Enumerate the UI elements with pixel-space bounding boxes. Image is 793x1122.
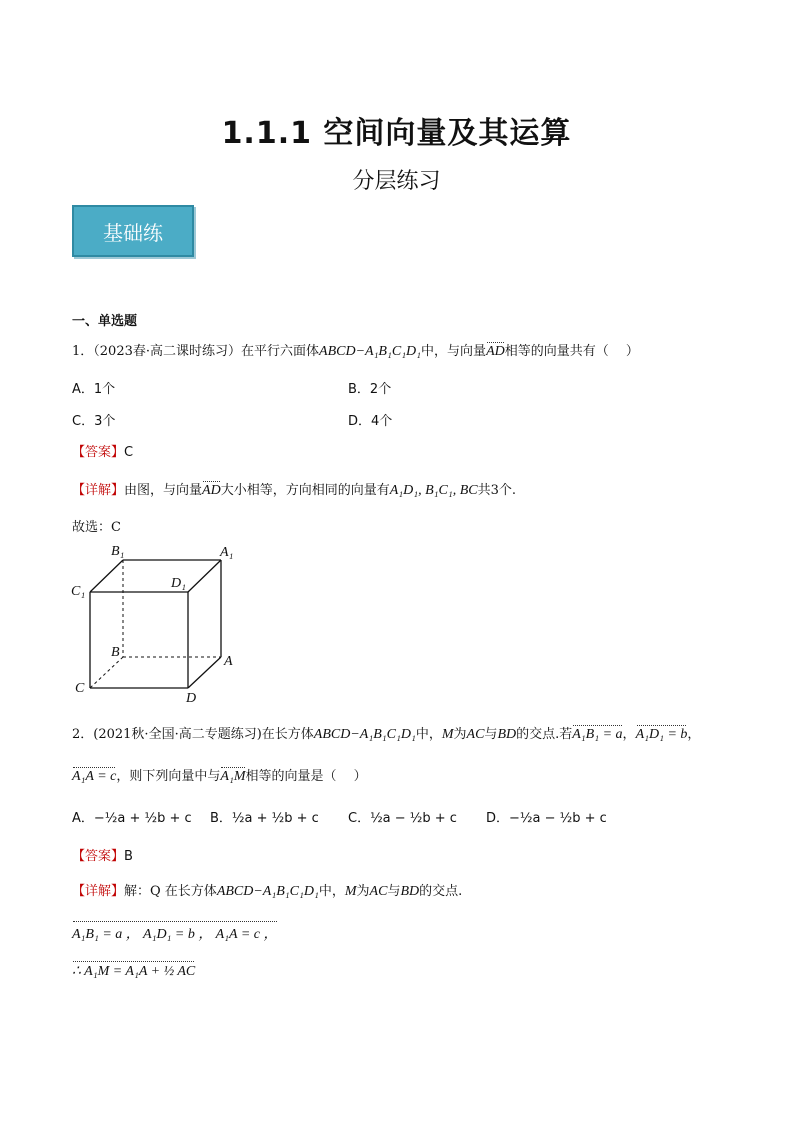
label-a: A [224, 654, 233, 669]
q2-text: 的交点.若 [516, 727, 573, 742]
page-subtitle: 分层练习 [352, 169, 441, 194]
q2-option-b: B．½a + ½b + c [210, 811, 319, 826]
q2-text: 与 [484, 727, 498, 742]
q2-line-ac: AC [466, 727, 485, 742]
explain-result: ∴ A₁M = A₁A + ½ AC [72, 964, 196, 979]
q2-number: 2． [72, 727, 94, 742]
q2-option-d: D．−½a − ½b + c [486, 811, 607, 826]
level-badge: 基础练 [72, 205, 194, 257]
q1-option-d: D．4个 [348, 414, 393, 429]
q1-text: 相等的向量共有（ ） [504, 344, 639, 359]
q1-explanation [72, 479, 516, 499]
explain-text: 的交点. [419, 884, 463, 899]
q1-source: （2023春·高二课时练习） [93, 344, 241, 359]
page-title: 1.1.1 空间向量及其运算 [221, 116, 572, 151]
q1-number: 1． [72, 344, 94, 359]
q1-option-c: C．3个 [72, 414, 116, 429]
q2-line-bd: BD [497, 727, 517, 742]
explain-text: 大小相等，方向相同的向量有 [220, 483, 390, 498]
q1-answer [72, 441, 133, 460]
question-2-cont [72, 765, 367, 785]
answer-tag: 【答案】 [72, 849, 125, 864]
explain-line-bd: BD [400, 884, 420, 899]
explain-tag: 【详解】 [72, 483, 125, 498]
edge-a-d [188, 657, 221, 688]
cube-figure [68, 540, 248, 705]
explain-equations: A₁B₁ = a ， A₁D₁ = b ， A₁A = c ， [72, 923, 278, 943]
explain-vectors: A₁D₁, B₁C₁, BC [389, 483, 478, 498]
q1-option-a: A．1个 [72, 382, 116, 397]
explain-point-m: M [344, 884, 357, 899]
section-heading: 一、单选题 [72, 314, 138, 329]
q2-point-m: M [441, 727, 454, 742]
q2-text: 相等的向量是（ ） [245, 769, 367, 784]
q1-text: 在平行六面体 [241, 344, 320, 359]
label-b1: B₁ [111, 544, 125, 559]
explain-text: 由图，与向量 [124, 483, 203, 498]
explain-text: 为 [356, 884, 370, 899]
explain-vector: AD [202, 483, 221, 498]
q2-explain-line3 [72, 963, 195, 980]
q2-option-a: A．−½a + ½b + c [72, 811, 192, 826]
q2-eq3: A₁A = c [72, 769, 117, 784]
q2-explain-line2 [72, 923, 278, 943]
q1-option-b: B．2个 [348, 382, 392, 397]
explain-text: 与 [387, 884, 401, 899]
q2-source: (2021秋·全国·高二专题练习) [93, 727, 262, 742]
q1-solid: ABCD−A₁B₁C₁D₁ [319, 344, 422, 359]
q1-text: 中，与向量 [421, 344, 487, 359]
q2-text: ，则下列向量中与 [116, 769, 221, 784]
q2-text: 中， [415, 727, 442, 742]
q2-explanation [72, 880, 462, 900]
answer-value: B [124, 849, 133, 864]
label-c: C [75, 681, 85, 696]
q2-text: 在长方体 [261, 727, 314, 742]
explain-text: 中， [318, 884, 345, 899]
answer-tag: 【答案】 [72, 445, 125, 460]
explain-solid: ABCD−A₁B₁C₁D₁ [216, 884, 319, 899]
q1-vector: AD [486, 344, 505, 359]
label-c1: C₁ [71, 584, 86, 599]
q2-text: 为 [453, 727, 467, 742]
edge-a1-d1 [188, 560, 221, 592]
q2-answer [72, 845, 133, 864]
q1-choice: 故选：C [72, 520, 121, 535]
explain-line-ac: AC [369, 884, 388, 899]
q2-option-c: C．½a − ½b + c [348, 811, 457, 826]
edge-c1-b1 [90, 560, 123, 592]
q2-solid: ABCD−A₁B₁C₁D₁ [313, 727, 416, 742]
hidden-edge-b-c [90, 657, 123, 688]
q2-eq1: A₁B₁ = a [572, 727, 623, 742]
q2-eq2: A₁D₁ = b [635, 727, 688, 742]
label-d: D [186, 691, 197, 705]
answer-value: C [124, 445, 134, 460]
label-d1: D₁ [171, 576, 186, 591]
explain-text: 解：Q 在长方体 [124, 884, 217, 899]
explain-tag: 【详解】 [72, 884, 125, 899]
label-a1: A₁ [220, 545, 234, 560]
question-2: 2．(2021秋·全国·高二专题练习)在长方体ABCD−A₁B₁C₁D₁中，M为AC与BD的交点.若A₁B₁ = a，A₁D₁ = b， [72, 727, 701, 742]
q2-target: A₁M [220, 769, 246, 784]
question-1 [72, 340, 639, 360]
label-b: B [111, 645, 120, 660]
explain-text: 共3个. [477, 483, 517, 498]
